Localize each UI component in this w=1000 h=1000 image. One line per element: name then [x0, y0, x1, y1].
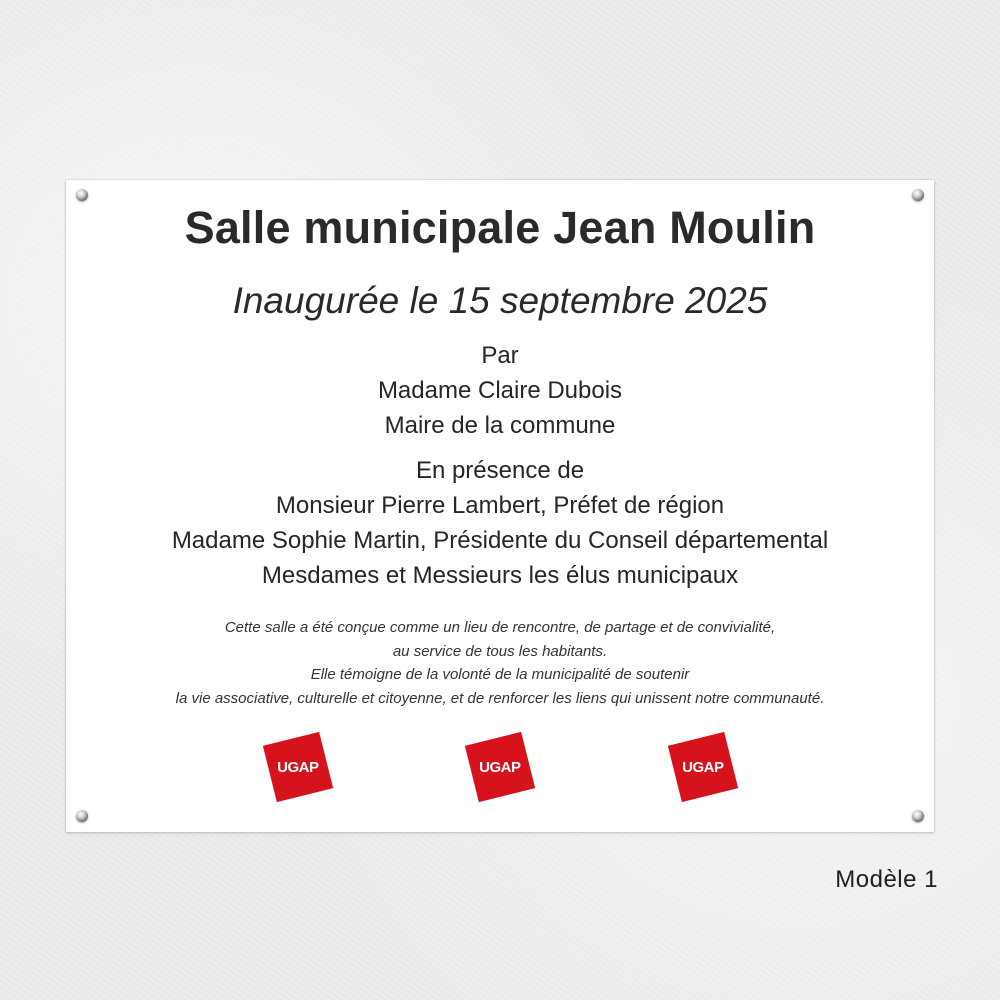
screw-icon — [76, 189, 88, 201]
ugap-logo: UGAP — [465, 732, 535, 802]
screw-icon — [912, 810, 924, 822]
text-line: Madame Claire Dubois — [377, 377, 623, 404]
inaugurated-by-block — [66, 338, 934, 443]
text-line: au service de tous les habitants. — [392, 642, 608, 660]
text-line: Par — [481, 342, 519, 369]
text-line: Cette salle a été conçue comme un lieu de rencontre, de partage et de convivialité, — [224, 619, 776, 636]
model-caption: Modèle 1 — [835, 866, 938, 893]
text-line: Mesdames et Messieurs les élus municipaux — [261, 562, 739, 589]
text-line: Madame Sophie Martin, Présidente du Conseil départemental — [171, 527, 829, 554]
plaque-subtitle: Inaugurée le 15 septembre 2025 — [232, 280, 768, 321]
screw-icon — [76, 810, 88, 822]
ugap-logo: UGAP — [263, 732, 333, 802]
text-line: Maire de la commune — [384, 412, 616, 439]
description-paragraph — [66, 616, 934, 710]
plaque — [66, 180, 934, 832]
text-line: Elle témoigne de la volonté de la municipalité de soutenir — [310, 666, 690, 683]
text-line: En présence de — [415, 457, 585, 484]
ugap-logo: UGAP — [668, 732, 738, 802]
text-line: Monsieur Pierre Lambert, Préfet de région — [275, 492, 725, 519]
presence-block — [66, 453, 934, 593]
plaque-title: Salle municipale Jean Moulin — [184, 202, 816, 253]
text-line: la vie associative, culturelle et citoyenne, et de renforcer les liens qui unissent notre communauté. — [175, 689, 825, 707]
screw-icon — [912, 189, 924, 201]
